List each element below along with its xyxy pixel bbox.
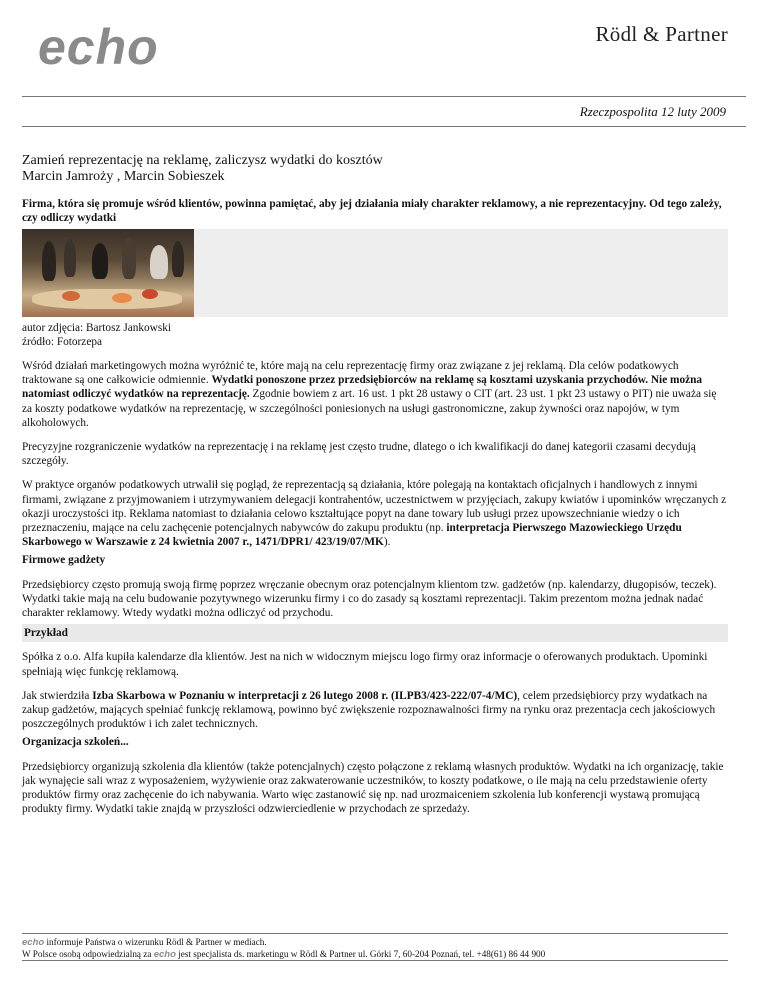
section-heading-trainings: Organizacja szkoleń...: [22, 736, 129, 749]
photo-band: [22, 229, 728, 317]
paragraph-2: Precyzyjne rozgraniczenie wydatków na reprezentację i na reklamę jest często trudne, dlatego o ich kwalifikacji do danej kategorii czasami decydują szczegóły.: [22, 441, 696, 468]
article-title: Zamień reprezentację na reklamę, zaliczysz wydatki do kosztów: [22, 153, 383, 168]
paragraph-3: [22, 478, 728, 549]
paragraph-3-bold: interpretacja Pierwszego Mazowieckiego Urzędu Skarbowego w Warszawie z 24 kwietnia 2007 r., 1471/DPR1/ 423/19/07/MK: [22, 522, 682, 549]
example-heading: Przykład: [22, 624, 728, 642]
paragraph-5-text-c: , celem przedsiębiorcy przy wydatkach na zakup gadżetów, mających spełniać funkcję reklamową, powinno być zwiększenie rozpoznawalności firmy na rynku oraz prezentacja cech jakościowych poszczególnych produktów i ich zalet technicznych.: [22, 689, 716, 731]
paragraph-1-text-c: Zgodnie bowiem z art. 16 ust. 1 pkt 28 ustawy o CIT (art. 23 ust. 1 pkt 23 ustawy o PIT) nie uważa się za koszty podatkowe wydatków na reprezentację, w szczególności poniesionych na usługi gastronomiczne, zakup żywności oraz napojów, w tym alkoholowych.: [22, 388, 717, 429]
photo-credit: [22, 321, 728, 349]
header-rule-top: [22, 96, 746, 97]
paragraph-1-text-a: Wśród działań marketingowych można wyróżnić te, które mają na celu reprezentację firmy oraz związane z jej reklamą. Dla celów podatkowych traktowane są one całkowicie odmiennie.: [22, 360, 679, 387]
footer-echo-logo: echo: [22, 937, 45, 948]
article-lead: Firma, która się promuje wśród klientów, powinna pamiętać, aby jej działania miały charakter reklamowy, a nie reprezentacyjny. Od tego zależy, czy odliczy wydatki: [22, 198, 722, 224]
article-photo: [22, 229, 194, 317]
rodl-partner-logo: Rödl & Partner: [595, 22, 728, 46]
footer-rule-top: [22, 933, 728, 934]
paragraph-5: [22, 689, 728, 732]
echo-logo: echo: [38, 19, 159, 75]
paragraph-6: Przedsiębiorcy organizują szkolenia dla klientów (także potencjalnych) często połączone z reklamą własnych produktów. Wydatki na ich organizację, takie jak wynajęcie sali wraz z wyposażeniem, wyżywienie oraz zakwaterowanie uczestników, to koszty podatkowe, o ile mają na celu przedstawienie oferty produktów firmy oraz zachęcenie do ich nabywania. Warto więc zastanowić się np. nad urozmaiceniem szkolenia lub konferencji wystawą promującą produkty firmy. Wydatki takie znajdą w przyszłości odzwierciedlenie w przychodach ze sprzedaży.: [22, 760, 724, 816]
footer-line-2-text-b: jest specjalista ds. marketingu w Rödl & Partner ul. Górki 7, 60-204 Poznań, tel. +48(61) 86 44 900: [175, 949, 546, 959]
footer-echo-logo-2: echo: [153, 949, 176, 960]
paragraph-4: Przedsiębiorcy często promują swoją firmę poprzez wręczanie obecnym oraz potencjalnym klientom tzw. gadżetów (np. kalendarzy, długopisów, teczek). Wydatki takie mają na celu budowanie pozytywnego wizerunku firmy i co do zasady są kosztami reprezentacji. Takim prezentom można jednak nadać charakter reklamowy. Wtedy wydatki można odliczyć od przychodu.: [22, 578, 717, 620]
paragraph-3-text-a: W praktyce organów podatkowych utrwalił się pogląd, że reprezentacją są działania, które polegają na kontaktach oficjalnych i handlowych z innymi firmami, związane z przyjmowaniem i utrzymywaniem delegacji kontrahentów, uczestnictwem w przyjęciach, zakupy kwiatów i upominków wręczanych z okazji uroczystości itp. Reklama natomiast to działania celowo kształtujące popyt na dane towary lub usługi przez upowszechnianie wiedzy o ich przeznaczeniu, mające na celu zachęcenie potencjalnych nabywców do zakupu produktu (np.: [22, 479, 727, 535]
paragraph-3-text-c: ).: [383, 536, 391, 549]
footer-rule-bottom: [22, 960, 728, 961]
paragraph-1-bold: Wydatki ponoszone przez przedsiębiorców na reklamę są kosztami uzyskania przychodów. Nie można natomiast odliczyć wydatków na reprezentację.: [22, 374, 703, 401]
photo-author: autor zdjęcia: Bartosz Jankowski: [22, 322, 172, 334]
paragraph-1: [22, 359, 728, 430]
paragraph-5-bold: Izba Skarbowa w Poznaniu w interpretacji z 26 lutego 2008 r. (ILPB3/423-222/07-4/MC): [92, 689, 518, 702]
paragraph-5-text-a: Jak stwierdziła: [22, 689, 93, 702]
article-authors: Marcin Jamroży , Marcin Sobieszek: [22, 169, 225, 184]
footer-line-2-text-a: W Polsce osobą odpowiedzialną za: [22, 949, 154, 959]
section-heading-gadgets: Firmowe gadżety: [22, 554, 106, 567]
footer-line-1-text: informuje Państwa o wizerunku Rödl & Partner w mediach.: [44, 937, 267, 947]
photo-source: źródło: Fotorzepa: [22, 336, 102, 348]
article-body: [22, 153, 728, 826]
header-rule-bottom: [22, 126, 746, 127]
publication-source: Rzeczpospolita 12 luty 2009: [579, 104, 726, 119]
example-text: Spółka z o.o. Alfa kupiła kalendarze dla klientów. Jest na nich w widocznym miejscu logo firmy oraz informacje o oferowanych produktach. Upominki spełniają więc funkcję reklamową.: [22, 651, 708, 678]
